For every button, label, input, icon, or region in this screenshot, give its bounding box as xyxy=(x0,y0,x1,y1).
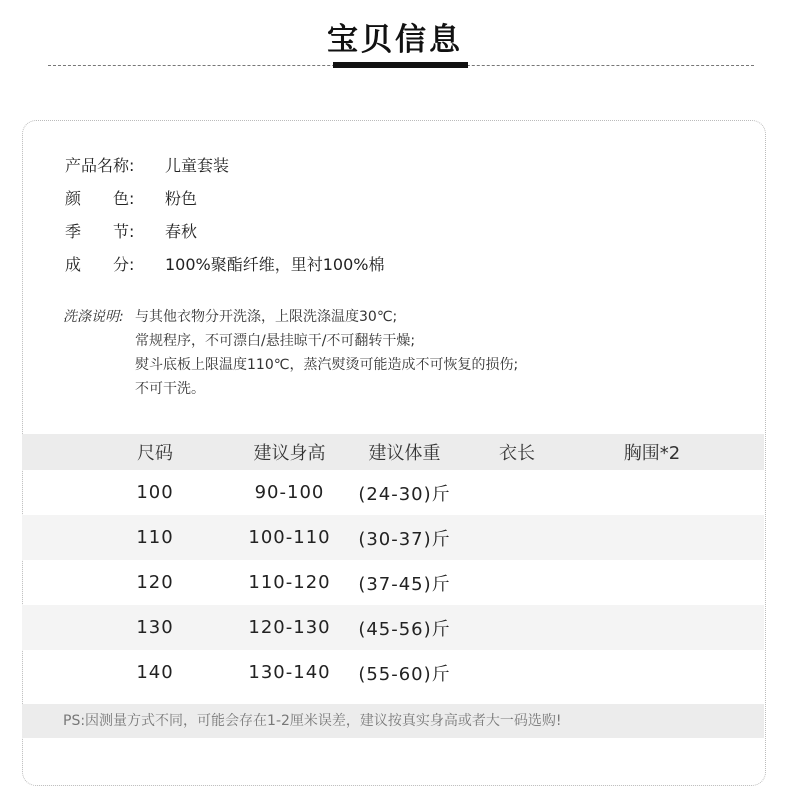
cell-weight: (55-60)斤 xyxy=(358,663,451,685)
table-row xyxy=(22,470,764,515)
product-info xyxy=(65,148,385,280)
header-chest: 胸围*2 xyxy=(623,443,681,464)
wash-line: 不可干洗。 xyxy=(135,381,205,397)
info-row-material xyxy=(65,247,385,280)
page-title: 宝贝信息 xyxy=(327,22,463,58)
cell-size: 140 xyxy=(136,662,174,683)
info-label: 成 分: xyxy=(65,255,135,274)
wash-line: 与其他衣物分开洗涤，上限洗涤温度30℃; xyxy=(135,309,398,325)
wash-line: 熨斗底板上限温度110℃，蒸汽熨烫可能造成不可恢复的损伤; xyxy=(135,357,519,373)
table-row xyxy=(22,650,764,695)
info-row-season xyxy=(65,214,385,247)
wash-line: 常规程序，不可漂白/悬挂晾干/不可翻转干燥; xyxy=(135,333,416,349)
cell-height: 90-100 xyxy=(254,482,325,503)
cell-weight: (45-56)斤 xyxy=(358,618,451,640)
info-row-name xyxy=(65,148,385,181)
header-height: 建议身高 xyxy=(253,443,326,464)
table-row xyxy=(22,515,764,560)
info-value: 粉色 xyxy=(165,189,198,208)
washing-instructions xyxy=(63,305,518,401)
table-row xyxy=(22,560,764,605)
header-weight: 建议体重 xyxy=(368,443,441,464)
cell-size: 120 xyxy=(136,572,174,593)
table-header xyxy=(22,434,764,470)
cell-height: 100-110 xyxy=(248,527,331,548)
cell-weight: (30-37)斤 xyxy=(358,528,451,550)
info-label: 产品名称: xyxy=(65,156,135,175)
table-row xyxy=(22,605,764,650)
wash-label: 洗涤说明: xyxy=(63,309,124,325)
cell-size: 100 xyxy=(136,482,174,503)
cell-height: 110-120 xyxy=(248,572,331,593)
section-header xyxy=(0,0,790,80)
info-row-color xyxy=(65,181,385,214)
cell-size: 130 xyxy=(136,617,174,638)
info-label: 颜 色: xyxy=(65,189,135,208)
info-value: 春秋 xyxy=(165,222,198,241)
info-value: 儿童套装 xyxy=(165,156,230,175)
info-label: 季 节: xyxy=(65,222,135,241)
cell-height: 120-130 xyxy=(248,617,331,638)
cell-height: 130-140 xyxy=(248,662,331,683)
header-length: 衣长 xyxy=(499,443,535,464)
title-underline xyxy=(333,62,468,68)
cell-size: 110 xyxy=(136,527,174,548)
cell-weight: (37-45)斤 xyxy=(358,573,451,595)
ps-note: PS:因测量方式不同，可能会存在1-2厘米误差，建议按真实身高或者大一码选购! xyxy=(22,704,764,738)
header-size: 尺码 xyxy=(137,443,173,464)
cell-weight: (24-30)斤 xyxy=(358,483,451,505)
info-value: 100%聚酯纤维，里衬100%棉 xyxy=(165,255,385,274)
size-table xyxy=(22,434,764,695)
